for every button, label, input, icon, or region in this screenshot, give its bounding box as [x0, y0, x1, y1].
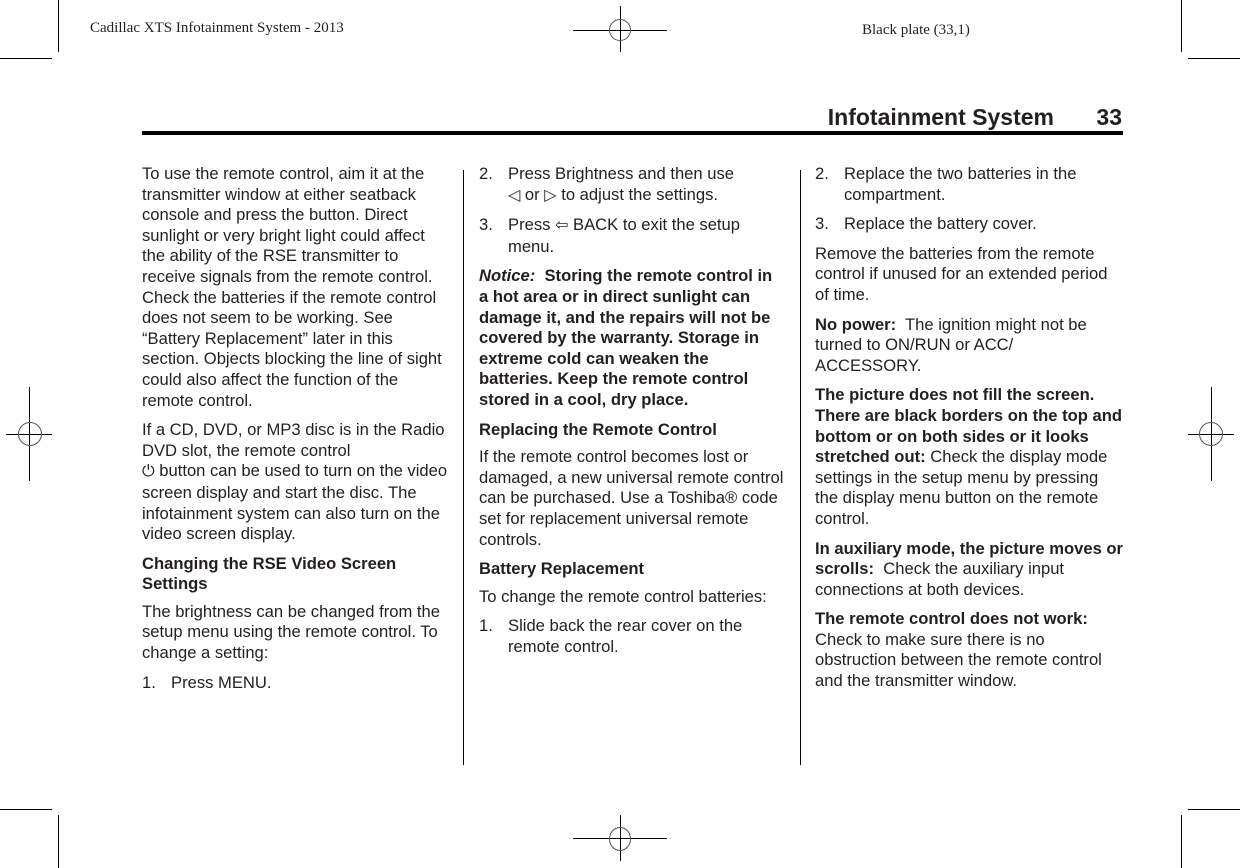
column-divider-2: [800, 170, 801, 765]
crop-mark-top-left-horizontal: [0, 58, 52, 59]
crop-mark-bottom-right-vertical: [1181, 815, 1182, 868]
right-arrow-icon: ▷: [544, 186, 557, 204]
column-middle: [479, 164, 785, 666]
paragraph: To use the remote control, aim it at the transmitter window at either seatback console and press the button. Direct sunlight or very bright light could affect the ability of the RSE transmitter to receive signals from the remote control. Check the batteries if the remote control does not seem to be working. See “Battery Replacement” later in this section. Objects blocking the line of sight could also affect the function of the remote control.: [142, 164, 442, 410]
left-arrow-icon: ◁: [508, 186, 521, 204]
list-item: 1. Press MENU.: [142, 672, 272, 692]
paragraph: The brightness can be changed from the setup menu using the remote control. To change a setting:: [142, 601, 440, 663]
crop-mark-top-right-vertical: [1181, 0, 1182, 52]
crop-mark-bottom-right-horizontal: [1188, 809, 1240, 810]
crop-mark-top-right-horizontal: [1188, 58, 1240, 59]
troubleshooting-item: No power: The ignition might not be turned to ON/RUN or ACC/ ACCESSORY.: [815, 314, 1087, 375]
list-item: 1. Slide back the rear cover on the remote control.: [479, 616, 743, 656]
list-item: 3. Replace the battery cover.: [815, 214, 1037, 234]
troubleshooting-item: The remote control does not work: Check to make sure there is no obstruction between the remote control and the transmitter window.: [815, 609, 1102, 691]
power-icon: ⏻: [142, 463, 155, 481]
column-left: [142, 164, 448, 702]
column-divider-1: [463, 170, 464, 765]
paragraph: If a CD, DVD, or MP3 disc is in the Radio DVD slot, the remote control ⏻ button can be used to turn on the video screen display and start the disc. The infotainment system can also turn on the video screen display.: [142, 420, 448, 544]
plate-label: Black plate (33,1): [862, 22, 970, 38]
section-heading: Battery Replacement: [479, 559, 645, 579]
section-heading: Replacing the Remote Control: [479, 419, 717, 439]
crop-mark-top-left-vertical: [58, 0, 59, 52]
back-arrow-icon: ⇦: [555, 217, 569, 235]
section-heading: Changing the RSE Video Screen Settings: [142, 553, 397, 594]
section-title: Infotainment System: [827, 104, 1054, 130]
paragraph: If the remote control becomes lost or damaged, a new universal remote control can be purchased. Use a Toshiba® code set for replacement universal remote controls.: [479, 447, 784, 549]
troubleshooting-item: The picture does not fill the screen. There are black borders on the top and bottom or on both sides or it looks stretched out: Check the display mode settings in the setup menu by pressing the display menu button on the remote control.: [815, 385, 1123, 528]
notice: Notice: Storing the remote control in a hot area or in direct sunlight can damage it, and the repairs will not be covered by the warranty. Storage in extreme cold can weaken the batteries. Keep the remote control stored in a cool, dry place.: [479, 266, 773, 409]
column-right: [815, 164, 1123, 701]
header-rule: [142, 131, 1123, 135]
troubleshooting-item: In auxiliary mode, the picture moves or scrolls: Check the auxiliary input connections at both devices.: [815, 538, 1123, 599]
doc-title: Cadillac XTS Infotainment System - 2013: [90, 20, 344, 36]
crop-mark-bottom-left-horizontal: [0, 809, 52, 810]
paragraph: To change the remote control batteries:: [479, 586, 767, 606]
list-item: 3. Press ⇦ BACK to exit the setup menu.: [479, 215, 740, 256]
list-item: 2. Press Brightness and then use ◁ or ▷ to adjust the settings.: [479, 164, 785, 206]
list-item: 2. Replace the two batteries in the compartment.: [815, 164, 1077, 204]
page-number: 33: [1096, 104, 1122, 130]
paragraph: Remove the batteries from the remote control if unused for an extended period of time.: [815, 243, 1108, 304]
crop-mark-bottom-left-vertical: [58, 815, 59, 868]
